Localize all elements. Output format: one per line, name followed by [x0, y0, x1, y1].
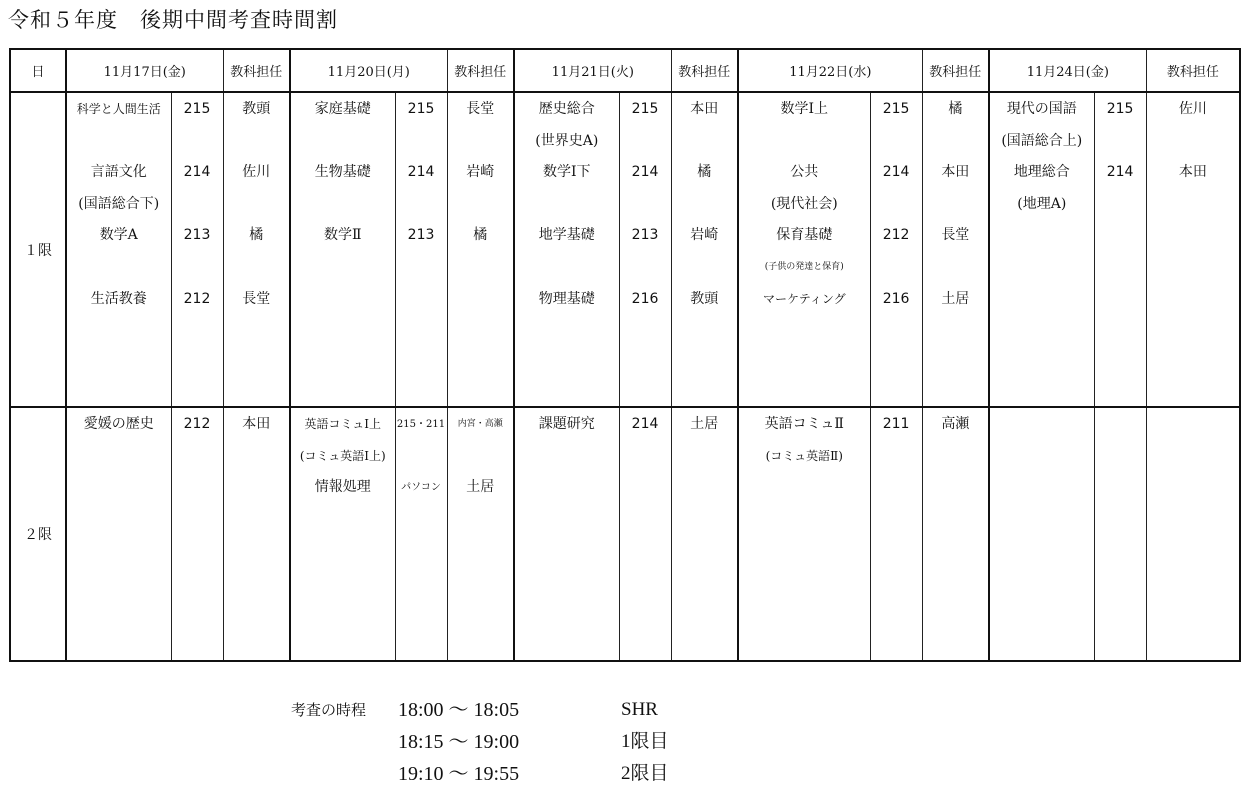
teacher-name	[448, 441, 514, 473]
teacher-cell	[922, 407, 989, 661]
room-number	[1095, 126, 1146, 158]
subject-name: 物理基礎	[538, 290, 595, 307]
subject-name: マーケティング	[763, 291, 846, 306]
teacher-cell	[447, 407, 514, 661]
room-number: 212	[882, 227, 910, 244]
teacher-header: 教科担任	[922, 49, 989, 92]
room-number	[172, 252, 223, 284]
teacher-cell	[223, 407, 290, 661]
subject-name: (国語総合下)	[78, 195, 160, 212]
room-number: 215	[1106, 101, 1134, 117]
subject-name: 課題研究	[538, 416, 595, 432]
room-number: 212	[183, 416, 211, 432]
subject-name: (コミュ英語Ⅱ)	[765, 448, 843, 463]
room-number: 215	[631, 101, 659, 117]
exam-time-event: SHR	[621, 699, 658, 720]
date-header: 11月21日(火)	[514, 49, 671, 92]
subject-name: (国語総合上)	[1001, 132, 1083, 149]
period-2-row	[10, 407, 1240, 661]
teacher-name: 長堂	[466, 101, 495, 117]
teacher-name: 本田	[941, 164, 970, 181]
teacher-name: 教頭	[690, 290, 719, 307]
teacher-name: 土居	[466, 479, 495, 496]
teacher-name: 本田	[1178, 164, 1207, 181]
date-header: 11月17日(金)	[66, 49, 223, 92]
teacher-name	[1147, 126, 1240, 158]
subject-cell	[514, 407, 619, 661]
teacher-cell	[922, 92, 989, 407]
exam-time-event: 1限目	[621, 731, 669, 752]
teacher-name: 本田	[690, 101, 719, 117]
room-number	[871, 252, 922, 284]
teacher-name	[672, 252, 738, 284]
subject-name: 地学基礎	[538, 227, 595, 244]
room-cell	[619, 407, 671, 661]
subject-name: 公共	[790, 164, 819, 181]
teacher-name	[672, 189, 738, 221]
teacher-name: 高瀬	[941, 416, 970, 432]
subject-name: 数学Ⅰ下	[543, 164, 591, 181]
teacher-name: 長堂	[941, 227, 970, 244]
subject-cell	[989, 407, 1094, 661]
teacher-name: 土居	[690, 416, 719, 432]
subject-name: 科学と人間生活	[76, 102, 161, 116]
date-header: 11月24日(金)	[989, 49, 1146, 92]
room-cell	[395, 407, 447, 661]
room-number	[620, 252, 671, 284]
subject-name	[291, 189, 395, 221]
room-number	[396, 441, 447, 473]
room-number: 215	[183, 101, 211, 117]
teacher-name: 教頭	[242, 101, 271, 117]
subject-cell	[514, 92, 619, 407]
room-number: 214	[1106, 164, 1134, 181]
room-number	[172, 189, 223, 221]
teacher-name: 本田	[242, 416, 271, 432]
subject-name: 生活教養	[90, 290, 147, 307]
teacher-cell	[1146, 92, 1240, 407]
teacher-name	[224, 126, 290, 158]
room-number: 215	[407, 101, 435, 117]
teacher-header: 教科担任	[447, 49, 514, 92]
subject-cell	[989, 92, 1094, 407]
period-1-row	[10, 92, 1240, 407]
exam-time-range: 19:10 ～ 19:55	[398, 763, 520, 785]
teacher-header: 教科担任	[223, 49, 290, 92]
teacher-cell	[671, 407, 738, 661]
date-header: 11月22日(水)	[738, 49, 922, 92]
room-number: 216	[882, 290, 910, 307]
subject-name: (世界史A)	[535, 132, 599, 149]
teacher-header: 教科担任	[1146, 49, 1240, 92]
exam-time-label: 考査の時程	[291, 701, 367, 719]
room-cell	[870, 92, 922, 407]
subject-name	[67, 126, 171, 158]
room-number	[620, 189, 671, 221]
period-label: １限	[10, 92, 66, 407]
subject-name: (地理A)	[1017, 195, 1067, 212]
teacher-name: 岩崎	[690, 227, 719, 244]
teacher-name	[224, 252, 290, 284]
room-number	[620, 126, 671, 158]
teacher-name	[923, 252, 989, 284]
subject-name: 地理総合	[1013, 164, 1070, 181]
subject-name	[739, 126, 870, 158]
period-label: ２限	[10, 407, 66, 661]
teacher-name: 橘	[473, 227, 488, 244]
subject-cell	[738, 407, 870, 661]
subject-name: 現代の国語	[1006, 101, 1077, 117]
room-number: 214	[631, 164, 659, 181]
room-cell	[1094, 407, 1146, 661]
subject-name: 英語コミュⅠ上	[304, 417, 382, 431]
subject-cell	[738, 92, 870, 407]
teacher-name	[923, 189, 989, 221]
subject-name: (現代社会)	[770, 195, 838, 212]
teacher-name	[448, 126, 514, 158]
teacher-name: 岩崎	[466, 164, 495, 181]
teacher-name	[448, 189, 514, 221]
room-number: 215	[882, 101, 910, 117]
exam-time-range: 18:00 ～ 18:05	[398, 699, 520, 721]
room-cell	[171, 92, 223, 407]
teacher-name: 内宮・高瀬	[457, 419, 503, 429]
room-number	[396, 189, 447, 221]
room-cell	[171, 407, 223, 661]
teacher-cell	[1146, 407, 1240, 661]
teacher-cell	[671, 92, 738, 407]
teacher-name: 佐川	[1178, 101, 1207, 117]
room-number: 214	[183, 164, 211, 181]
room-number: 214	[407, 164, 435, 181]
teacher-name	[224, 189, 290, 221]
teacher-name: 長堂	[242, 290, 271, 307]
exam-time-range: 18:15 ～ 19:00	[398, 731, 520, 753]
subject-name: 保育基礎	[776, 227, 833, 244]
header-row	[10, 49, 1240, 92]
room-number	[396, 126, 447, 158]
exam-time-event: 2限目	[621, 763, 669, 784]
subject-name: 情報処理	[314, 479, 371, 496]
subject-name	[515, 189, 619, 221]
subject-name	[67, 252, 171, 284]
subject-name: 数学A	[99, 227, 138, 244]
room-cell	[1094, 92, 1146, 407]
teacher-name	[1147, 189, 1240, 221]
room-number: 213	[631, 227, 659, 244]
room-number: 215・211	[396, 419, 446, 430]
subject-name	[291, 126, 395, 158]
subject-name: 生物基礎	[314, 164, 371, 181]
subject-name: 英語コミュⅡ	[764, 416, 844, 432]
room-cell	[870, 407, 922, 661]
room-number: 216	[631, 290, 659, 307]
subject-name: 家庭基礎	[314, 101, 371, 117]
room-number: 213	[407, 227, 435, 244]
room-number: 213	[183, 227, 211, 244]
subject-name: (子供の発達と保育)	[764, 261, 844, 272]
room-number	[1095, 189, 1146, 221]
teacher-name	[923, 126, 989, 158]
day-header: 日	[10, 49, 66, 92]
exam-schedule-table	[9, 48, 1241, 662]
subject-name: 数学Ⅱ	[324, 227, 362, 244]
subject-cell	[290, 407, 395, 661]
room-number	[172, 126, 223, 158]
room-number: 214	[882, 164, 910, 181]
subject-name: 言語文化	[90, 164, 147, 181]
subject-name: 愛媛の歴史	[83, 416, 154, 432]
teacher-name: 橘	[697, 164, 712, 181]
teacher-name: 佐川	[242, 164, 271, 181]
page-title: 令和５年度 後期中間考査時間割	[8, 8, 338, 32]
teacher-cell	[447, 92, 514, 407]
subject-cell	[290, 92, 395, 407]
subject-name: 数学Ⅰ上	[780, 101, 829, 117]
room-number	[871, 126, 922, 158]
teacher-name: 橘	[948, 101, 963, 117]
teacher-name	[672, 126, 738, 158]
teacher-name: 土居	[941, 290, 970, 307]
teacher-name: 橘	[249, 227, 264, 244]
subject-cell	[66, 92, 171, 407]
room-cell	[395, 92, 447, 407]
room-cell	[619, 92, 671, 407]
subject-name	[515, 252, 619, 284]
teacher-cell	[223, 92, 290, 407]
subject-cell	[66, 407, 171, 661]
room-number: 214	[631, 416, 659, 432]
teacher-header: 教科担任	[671, 49, 738, 92]
room-number	[871, 189, 922, 221]
subject-name: (コミュ英語Ⅰ上)	[299, 448, 386, 463]
subject-name: 歴史総合	[538, 101, 595, 117]
room-number: パソコン	[401, 482, 441, 494]
date-header: 11月20日(月)	[290, 49, 447, 92]
room-number: 212	[183, 290, 211, 307]
room-number: 211	[882, 416, 910, 432]
